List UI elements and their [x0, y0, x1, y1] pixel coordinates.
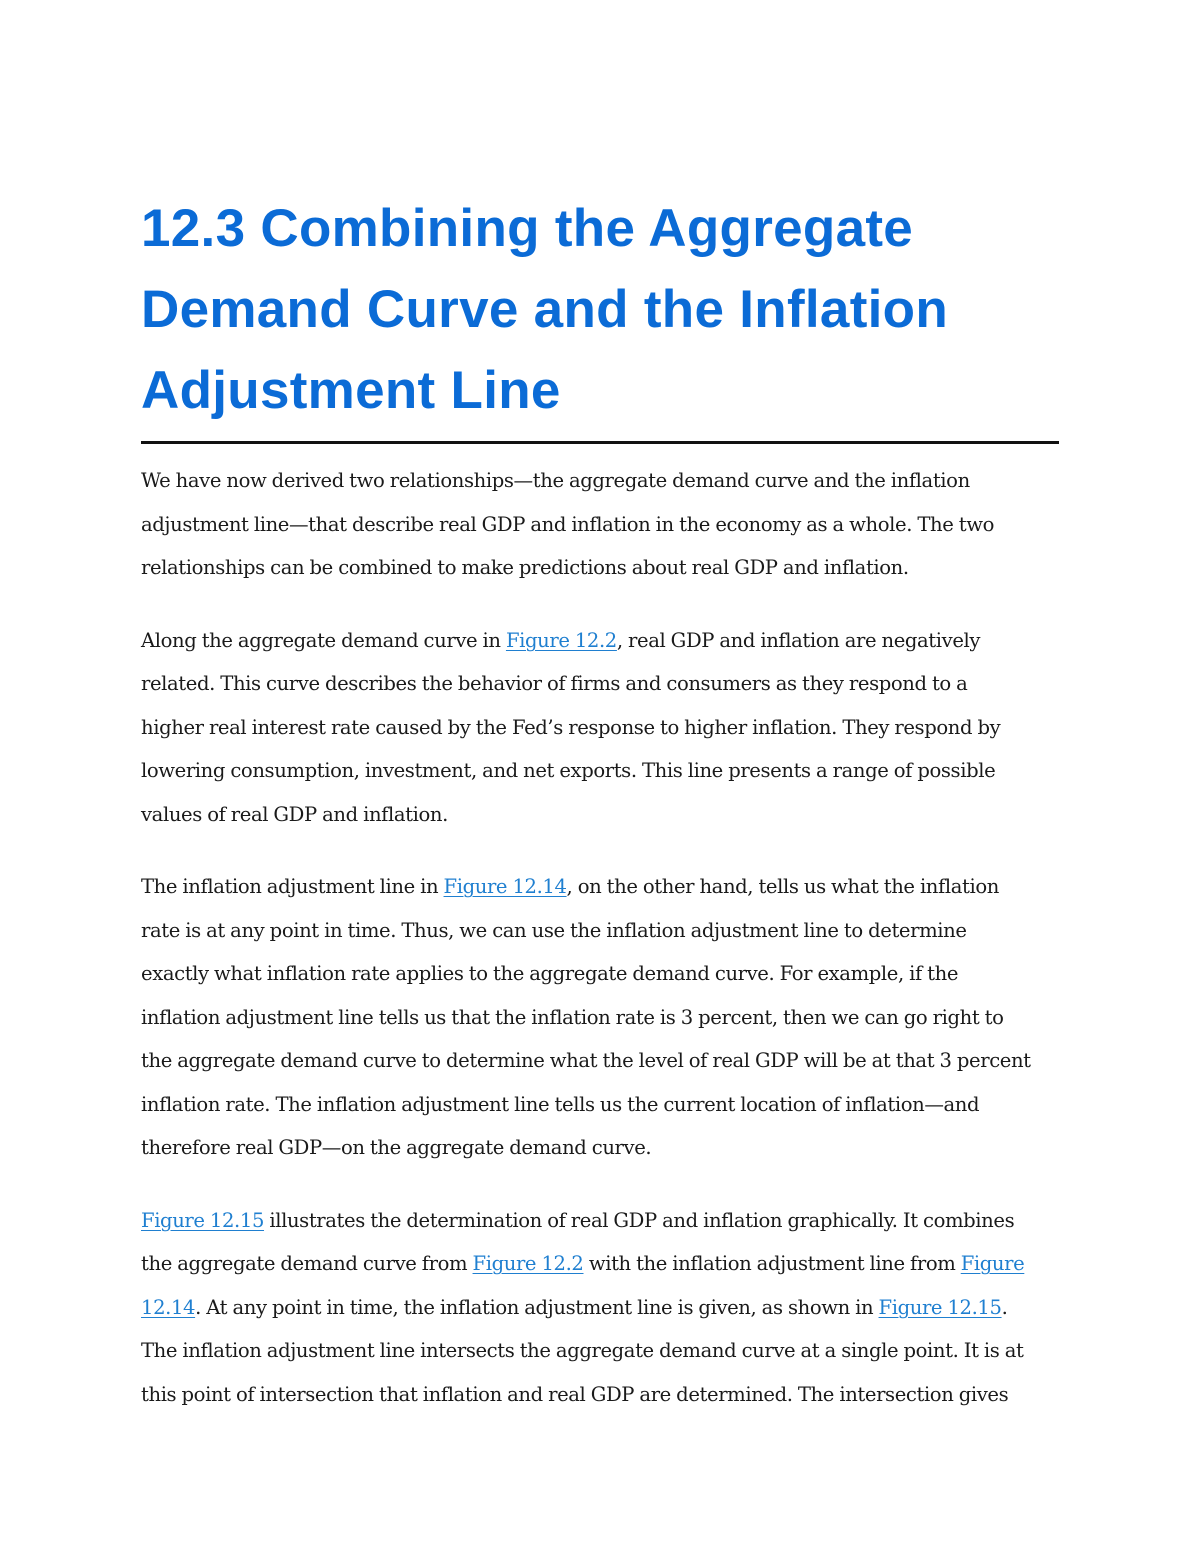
- figure-12-15-link[interactable]: Figure 12.15: [878, 1295, 1002, 1319]
- text-run: the aggregate demand curve from: [141, 1252, 473, 1275]
- text-line: [141, 619, 1059, 663]
- text-line: inflation adjustment line tells us that the inflation rate is 3 percent, then we can go right to: [141, 1005, 1004, 1029]
- paragraph-inflation-adjustment: [141, 865, 1059, 1170]
- text-run: , on the other hand, tells us what the inflation: [566, 875, 999, 898]
- text-line: relationships can be combined to make predictions about real GDP and inflation.: [141, 556, 909, 579]
- text-line: rate is at any point in time. Thus, we can use the inflation adjustment line to determine: [141, 918, 967, 942]
- figure-12-2-link[interactable]: Figure 12.2: [505, 628, 617, 652]
- text-line: adjustment line—that describe real GDP and inflation in the economy as a whole. The two: [141, 512, 995, 536]
- figure-12-2-link[interactable]: Figure 12.2: [472, 1252, 584, 1275]
- text-line: inflation rate. The inflation adjustment line tells us the current location of inflation—and: [141, 1092, 980, 1116]
- text-run: illustrates the determination of real GDP and inflation graphically. It combines: [264, 1208, 1015, 1232]
- heading-line: Demand Curve and the Inflation: [141, 280, 949, 339]
- text-line: [141, 865, 1059, 909]
- figure-12-15-link[interactable]: Figure 12.15: [141, 1208, 265, 1232]
- text-line: [141, 1242, 1059, 1286]
- text-line: values of real GDP and inflation.: [141, 802, 448, 826]
- text-line: [141, 1199, 1059, 1243]
- figure-12-14-link[interactable]: Figure 12.14: [443, 875, 567, 898]
- text-run: with the inflation adjustment line from: [583, 1252, 961, 1275]
- text-line: therefore real GDP—on the aggregate demand curve.: [141, 1136, 652, 1159]
- text-line: the aggregate demand curve to determine what the level of real GDP will be at that 3 percent: [141, 1049, 1031, 1072]
- figure-12-14-link[interactable]: 12.14: [141, 1295, 196, 1319]
- heading-line: Adjustment Line: [141, 361, 561, 420]
- text-run: The inflation adjustment line in: [141, 875, 444, 898]
- text-line: We have now derived two relationships—the aggregate demand curve and the inflation: [141, 469, 970, 492]
- figure-12-14-link[interactable]: Figure: [960, 1252, 1025, 1275]
- text-line: higher real interest rate caused by the Fed’s response to higher inflation. They respond by: [141, 715, 1001, 739]
- text-line: The inflation adjustment line intersects the aggregate demand curve at a single point. It is at: [141, 1339, 1024, 1362]
- text-line: exactly what inflation rate applies to the aggregate demand curve. For example, if the: [141, 962, 959, 985]
- text-run: .: [1001, 1295, 1008, 1319]
- section-heading: [141, 188, 1059, 444]
- document-content: [141, 188, 1059, 1416]
- heading-line: 12.3 Combining the Aggregate: [141, 199, 914, 258]
- text-run: Along the aggregate demand curve in: [141, 628, 506, 652]
- text-run: , real GDP and inflation are negatively: [616, 628, 981, 652]
- paragraph-combined: [141, 1199, 1059, 1417]
- text-line: this point of intersection that inflation and real GDP are determined. The intersection gives: [141, 1382, 1009, 1406]
- text-run: . At any point in time, the inflation adjustment line is given, as shown in: [195, 1295, 879, 1319]
- text-line: related. This curve describes the behavior of firms and consumers as they respond to a: [141, 672, 968, 695]
- paragraph-aggregate-demand: [141, 619, 1059, 837]
- text-line: lowering consumption, investment, and net exports. This line presents a range of possible: [141, 759, 996, 782]
- text-line: [141, 1286, 1059, 1330]
- paragraph-intro: [141, 459, 1059, 590]
